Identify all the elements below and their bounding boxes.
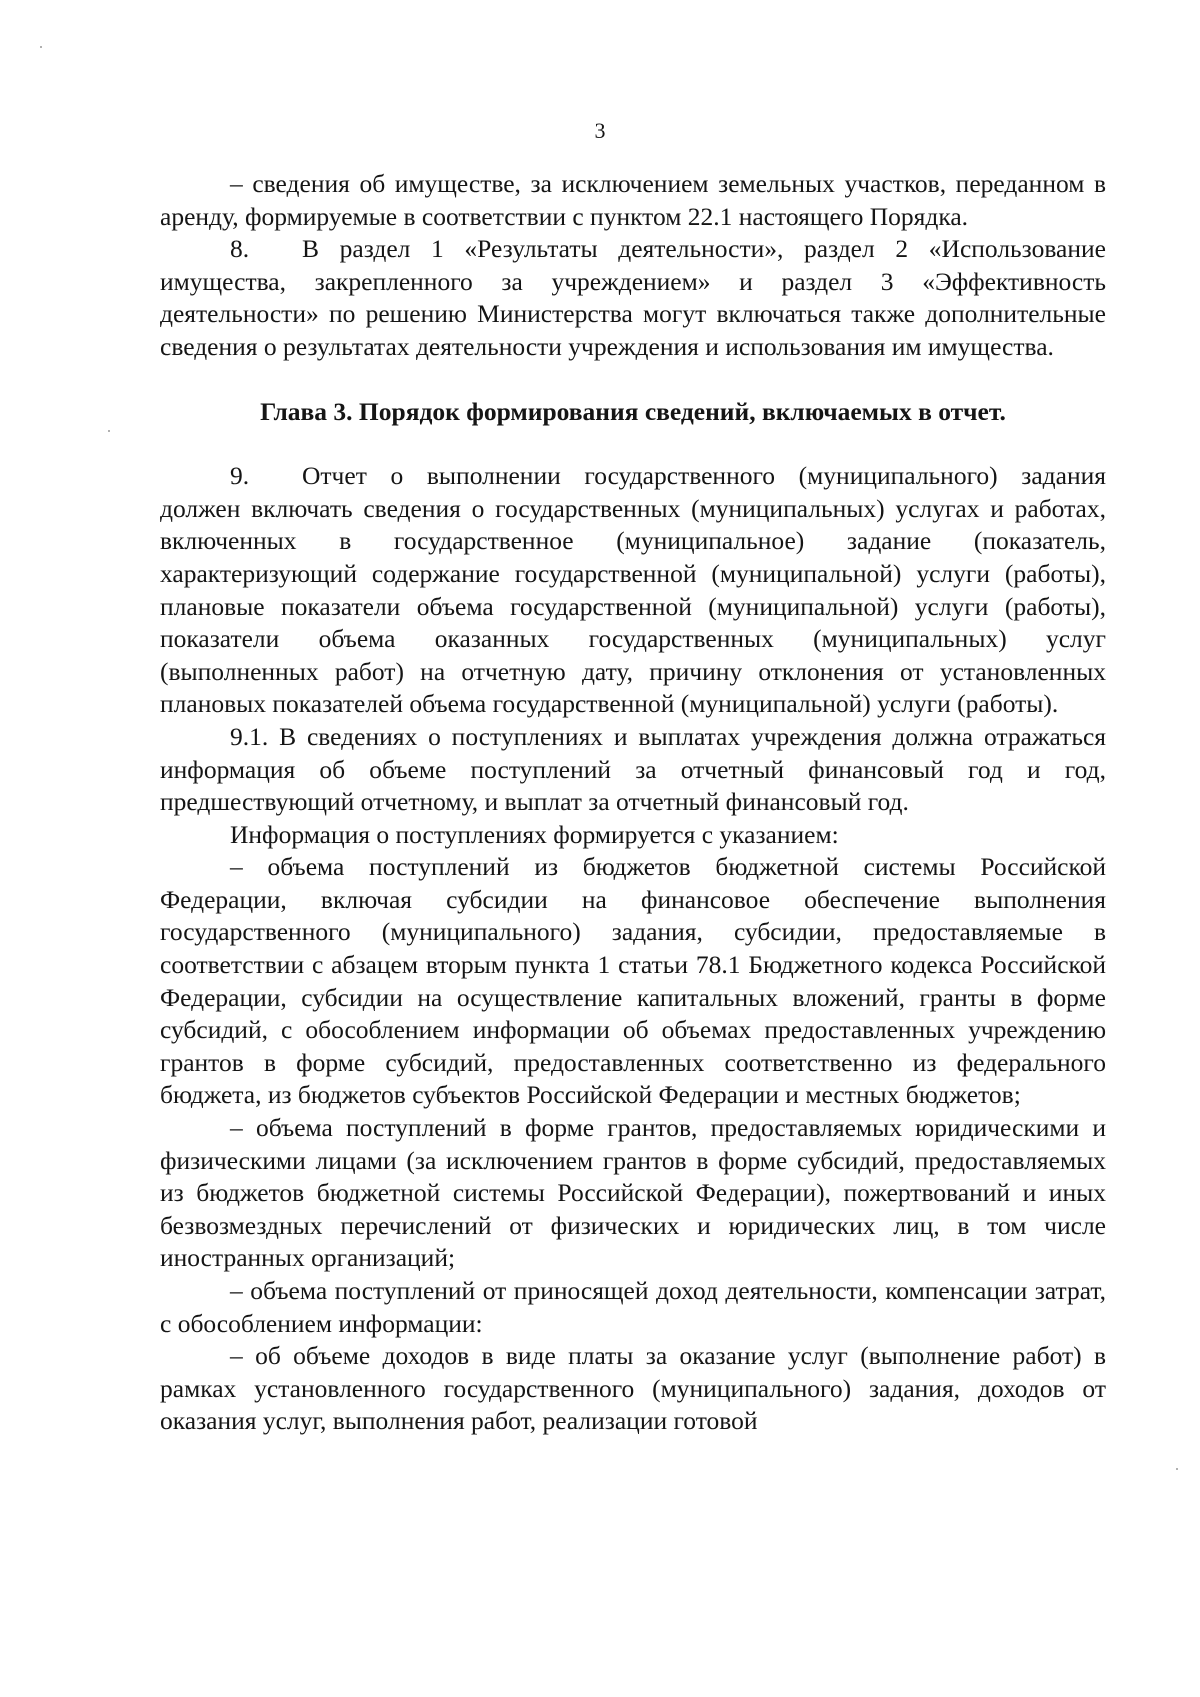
paragraph-income-receipts: – объема поступлений от приносящей доход деятельности, компенсации затрат, с обособлением информации:: [160, 1276, 1106, 1338]
clause-8: [160, 233, 1106, 363]
paragraph-grant-receipts: – объема поступлений в форме грантов, предоставляемых юридическими и физическими лицами (за исключением грантов в форме субсидий, предоставляемых из бюджетов бюджетной системы Российской Федерации), пожертвований и иных безвозмездных перечислений от физических и юридических лиц, в том числе иностранных организаций;: [160, 1113, 1106, 1273]
clause-text: Отчет о выполнении государственного (муниципального) задания должен включать сведения о государственных (муниципальных) услугах и работах, включенных в государственное (муниципальное) задание (показатель, характеризующий содержание государственной (муниципальной) услуги (работы), плановые показатели объема государственной (муниципальной) услуги (работы), показатели объема оказанных государственных (муниципальных) услуг (выполненных работ) на отчетную дату, причину отклонения от установленных плановых показателей объема государственной (муниципальной) услуги (работы).: [160, 461, 1106, 719]
paragraph-receipts-intro: Информация о поступлениях формируется с указанием:: [230, 819, 839, 849]
clause-number: 8.: [230, 234, 250, 264]
paragraph-service-income: – об объеме доходов в виде платы за оказание услуг (выполнение работ) в рамках установленного государственного (муниципального) задания, доходов от оказания услуг, выполнения работ, реализации готовой: [160, 1341, 1106, 1436]
clause-9: [160, 460, 1106, 721]
chapter-heading: Глава 3. Порядок формирования сведений, включаемых в отчет.: [260, 396, 1006, 426]
scan-speck: [1176, 1468, 1178, 1470]
paragraph-budget-receipts: – объема поступлений из бюджетов бюджетной системы Российской Федерации, включая субсидии на финансовое обеспечение выполнения государственного (муниципального) задания, субсидии, предоставляемые в соответствии с абзацем вторым пункта 1 статьи 78.1 Бюджетного кодекса Российской Федерации, субсидии на осуществление капитальных вложений, гранты в форме субсидий, с обособлением информации об объемах предоставленных учреждению грантов в форме субсидий, предоставленных соответственно из федерального бюджета, из бюджетов субъектов Российской Федерации и местных бюджетов;: [160, 852, 1106, 1110]
scan-speck: [108, 430, 110, 432]
scan-speck: [40, 46, 42, 48]
clause-9-1: 9.1. В сведениях о поступлениях и выплатах учреждения должна отражаться информация об объеме поступлений за отчетный финансовый год и год, предшествующий отчетному, и выплат за отчетный финансовый год.: [160, 721, 1106, 817]
paragraph-property-info: – сведения об имуществе, за исключением земельных участков, переданном в аренду, формируемые в соответствии с пунктом 22.1 настоящего Порядка.: [160, 169, 1106, 231]
page-number: 3: [594, 118, 606, 143]
clause-number: 9.: [230, 461, 250, 491]
clause-text: В раздел 1 «Результаты деятельности», раздел 2 «Использование имущества, закрепленного за учреждением» и раздел 3 «Эффективность деятельности» по решению Министерства могут включаться также дополнительные сведения о результатах деятельности учреждения и использования им имущества.: [160, 234, 1106, 361]
document-body: [160, 168, 1106, 1438]
